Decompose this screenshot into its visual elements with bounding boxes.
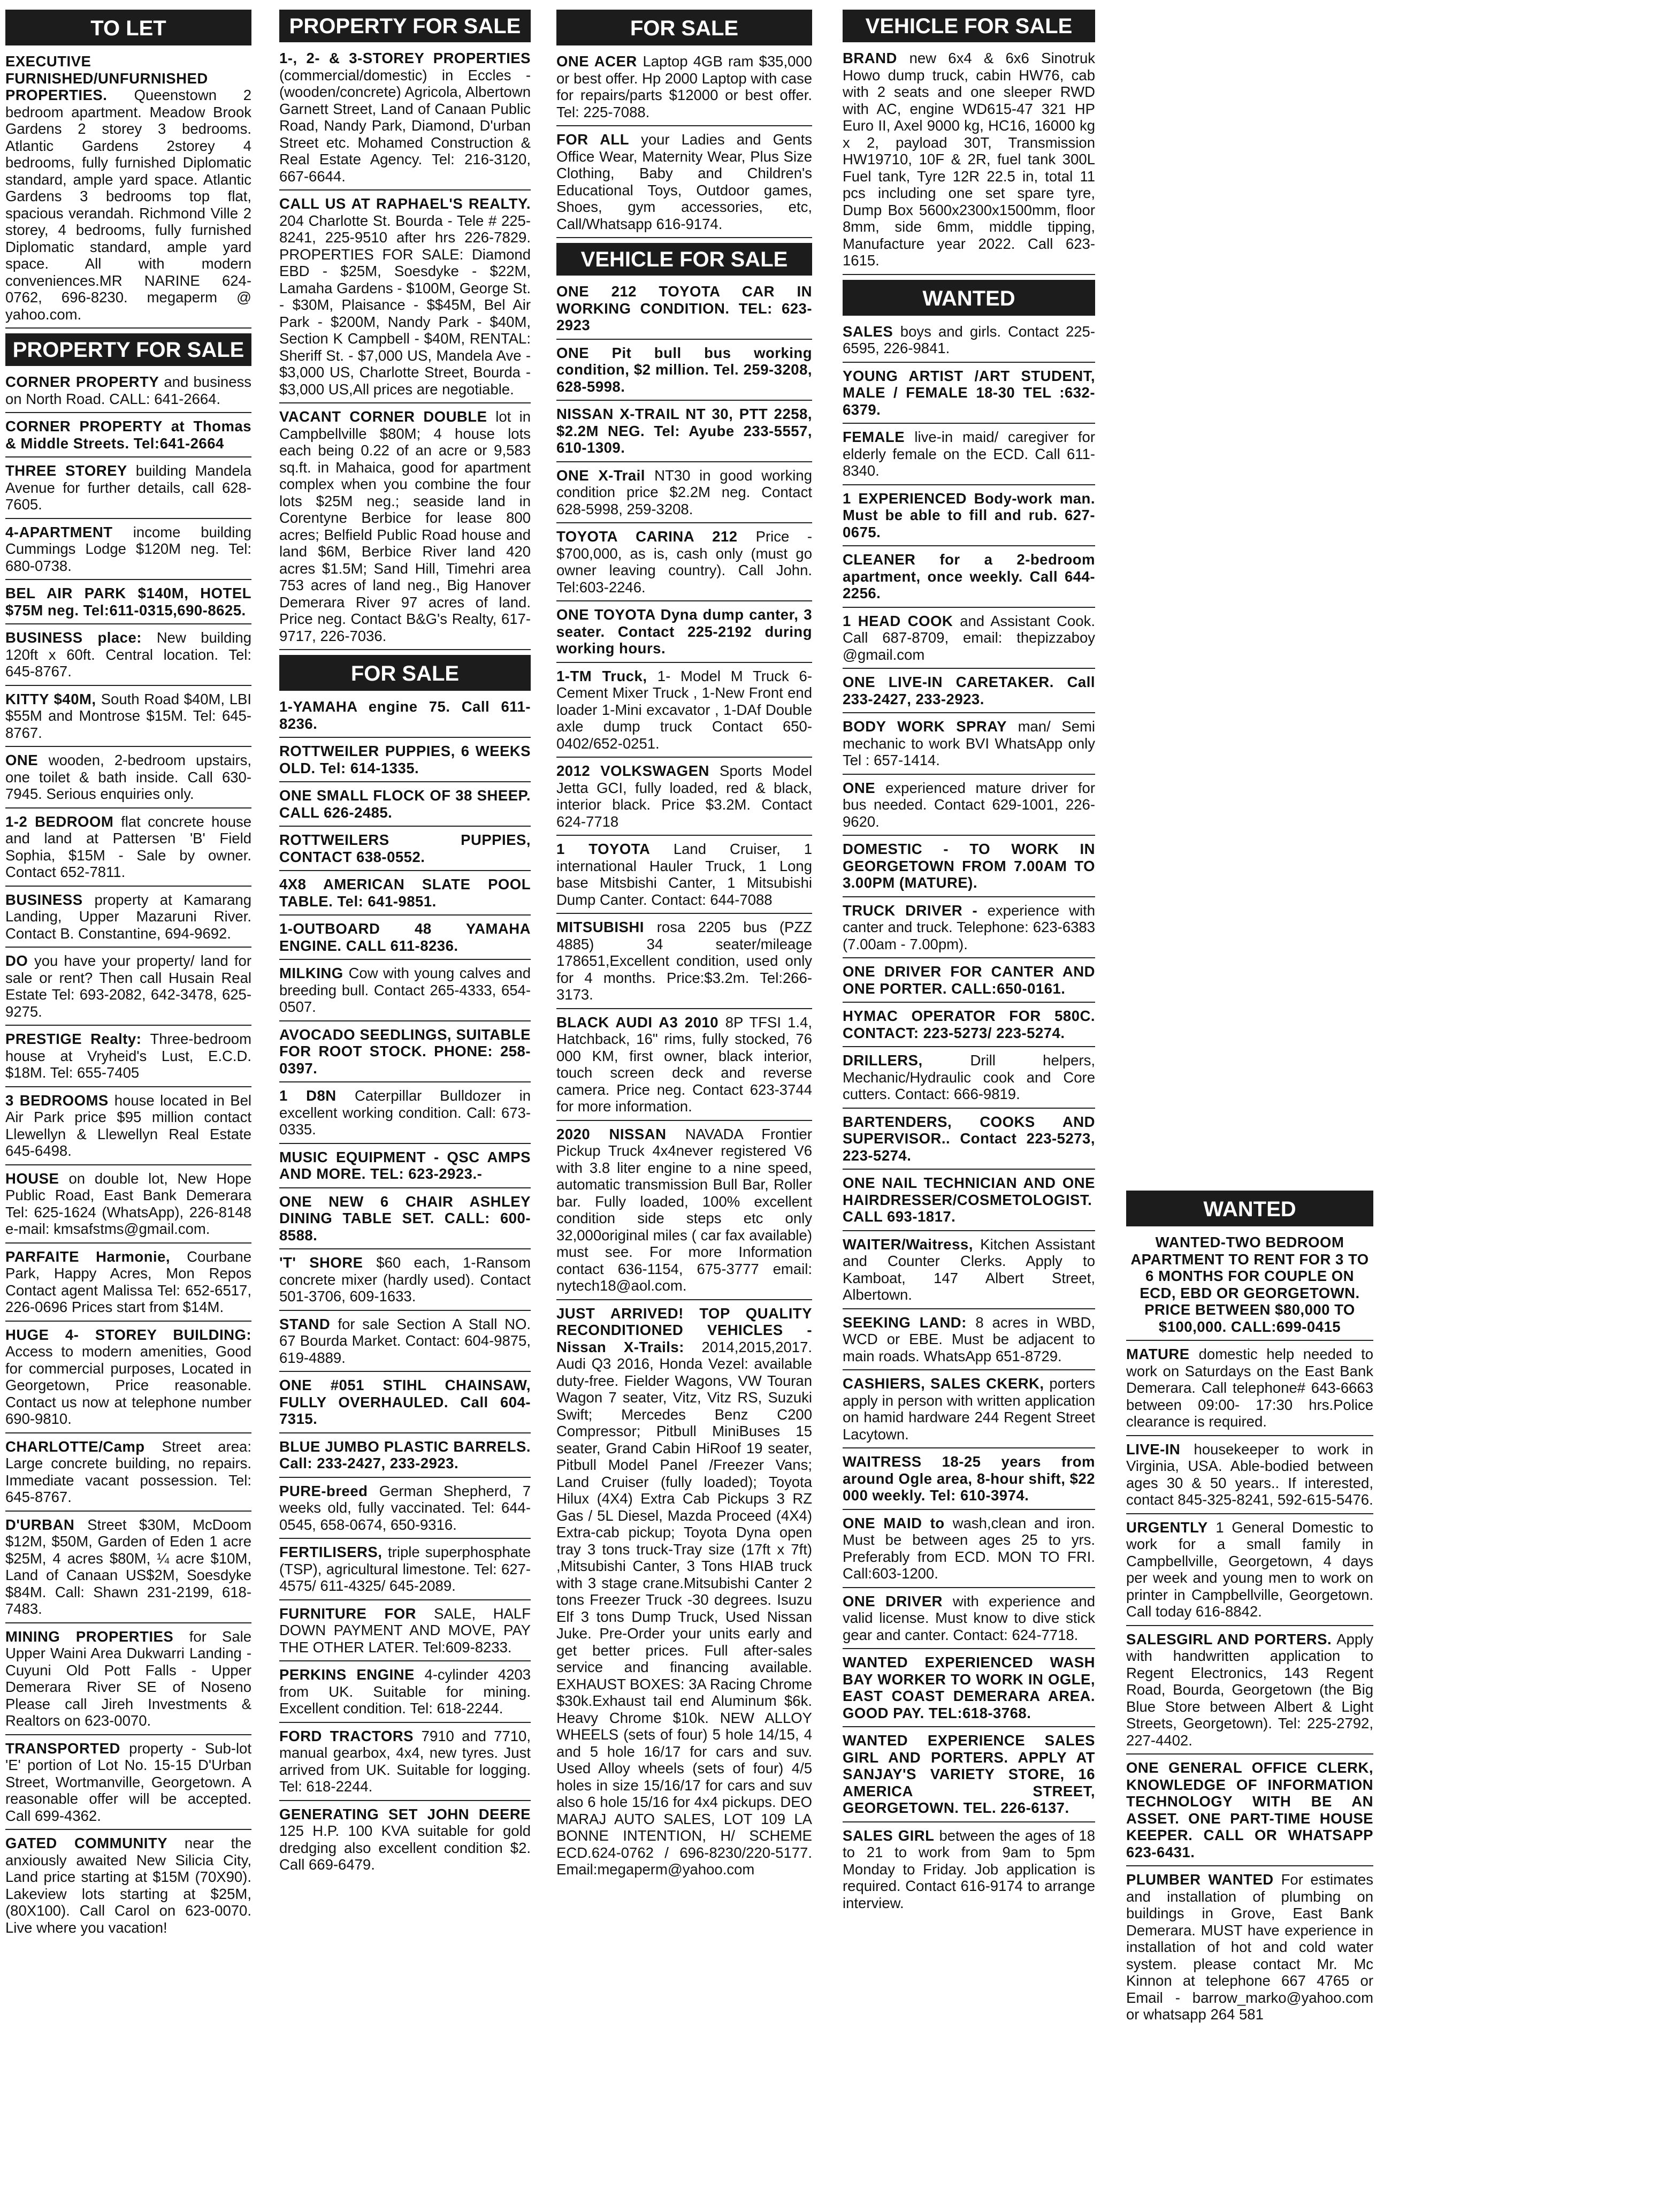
classified-ad (279, 1254, 531, 1311)
ad-lead: FEMALE (843, 429, 905, 445)
ad-body: man/ Semi mechanic to work BVI WhatsApp only Tel : 657-1414. (843, 718, 1095, 768)
classified-ad (1126, 1759, 1373, 1866)
classified-ad (279, 743, 531, 782)
ad-lead: DOMESTIC - TO WORK IN GEORGETOWN FROM 7.00AM TO 3.00PM (MATURE). (843, 841, 1095, 891)
classified-ad (843, 902, 1095, 959)
ad-body: $60 each, 1-Ransom concrete mixer (hardly used). Contact 501-3706, 609-1633. (279, 1254, 531, 1305)
ad-lead: CASHIERS, SALES CKERK, (843, 1375, 1044, 1392)
classified-ad (5, 1326, 251, 1433)
ad-lead: PRESTIGE Realty: (5, 1031, 142, 1047)
ad-lead: ONE NAIL TECHNICIAN AND ONE HAIRDRESSER/COSMETOLOGIST. CALL 693-1817. (843, 1174, 1095, 1225)
ad-body: porters apply in person with written application on hamid hardware 244 Regent Street Lacytown. (843, 1375, 1095, 1443)
ad-lead: BARTENDERS, COOKS AND SUPERVISOR.. Contact 223-5273, 223-5274. (843, 1113, 1095, 1164)
ad-lead: D'URBAN (5, 1516, 75, 1533)
classified-ad (1126, 1631, 1373, 1755)
ad-lead: GENERATING SET JOHN DEERE (279, 1805, 531, 1822)
ad-body: 4-cylinder 4203 from UK. Suitable for mining. Excellent condition. Tel: 618-2244. (279, 1666, 531, 1717)
ad-lead: THREE STOREY (5, 462, 127, 479)
classified-ad (279, 1544, 531, 1600)
ad-lead: DRILLERS, (843, 1052, 923, 1069)
classified-ad (279, 195, 531, 403)
ad-body: Queenstown 2 bedroom apartment. Meadow Brook Gardens 2 storey 3 bedrooms. Atlantic Gardens 2storey 4 bedrooms, fully furnished Diplomatic standard, ample yard space. Atlantic Gardens 3 bedrooms top flat, spacious verandah. Richmond Ville 2 storey, 4 bedrooms, fully furnished Diplomatic standard, ample yard space. All with modern conveniences.MR NARINE 624-0762, 696-8230. megaperm @ yahoo.com. (5, 87, 251, 323)
ad-lead: ONE GENERAL OFFICE CLERK, KNOWLEDGE OF INFORMATION TECHNOLOGY WITH BE AN ASSET. ONE PART-TIME HOUSE KEEPER. CALL OR WHATSAPP 623-6431. (1126, 1759, 1373, 1860)
ad-body: Kitchen Assistant and Counter Clerks. Apply to Kamboat, 147 Albert Street, Albertown. (843, 1235, 1095, 1303)
classified-ad (843, 780, 1095, 836)
ad-lead: MITSUBISHI (556, 919, 644, 935)
ad-body: Three-bedroom house at Vryheid's Lust, E.C.D. $18M. Tel: 655-7405 (5, 1031, 251, 1081)
classified-ad (843, 1375, 1095, 1448)
classified-ad (279, 876, 531, 916)
classified-ad (5, 1092, 251, 1165)
ad-lead: STAND (279, 1315, 331, 1332)
ad-body: Drill helpers, Mechanic/Hydraulic cook and Core cutters. Contact: 666-9819. (843, 1052, 1095, 1102)
classified-ad (279, 1806, 531, 1878)
ad-lead: WANTED-TWO BEDROOM APARTMENT TO RENT FOR 3 TO 6 MONTHS FOR COUPLE ON ECD, EBD OR GEORGETOWN. PRICE BETWEEN $80,000 TO $100,000. CALL:699-0415 (1130, 1234, 1369, 1335)
ad-body: Street area: Large concrete building, no repairs. Immediate vacant possession. Tel: 645-8767. (5, 1438, 251, 1505)
ad-body: NAVADA Frontier Pickup Truck 4x4never registered V6 with 3.8 liter engine to a nine speed, automatic transmission Bull Bar, Roller bar. Fully loaded, 100% excellent condition side steps etc only 32,000original miles ( car fax available) must see. For more Information contact 636-1154, 675-3777 email: nytech18@aol.com. (556, 1125, 812, 1294)
classified-ad (556, 528, 812, 601)
ad-lead: WAITER/Waitress, (843, 1235, 973, 1253)
ad-body: 7910 and 7710, manual gearbox, 4x4, new tyres. Just arrived from UK. Suitable for logging. Tel: 618-2244. (279, 1727, 531, 1795)
ad-lead: CALL US AT RAPHAEL'S REALTY. (279, 195, 531, 212)
classified-ad (843, 323, 1095, 363)
ad-lead: 1-OUTBOARD 48 YAMAHA ENGINE. CALL 611-8236. (279, 920, 531, 954)
ad-body: 8 acres in WBD, WCD or EBE. Must be adjacent to main roads. WhatsApp 651-8729. (843, 1314, 1095, 1364)
section-heading: VEHICLE FOR SALE (556, 243, 812, 276)
ad-body: domestic help needed to work on Saturdays on the East Bank Demerara. Call telephone# 643-6663 between 09:00- 17:30 hrs.Police clearance is required. (1126, 1346, 1373, 1430)
ad-body: Caterpillar Bulldozer in excellent working condition. Call: 673-0335. (279, 1087, 531, 1138)
section-heading: VEHICLE FOR SALE (843, 10, 1095, 42)
classified-ad (279, 920, 531, 960)
ad-lead: FOR ALL (556, 131, 629, 148)
ad-lead: BLACK AUDI A3 2010 (556, 1013, 719, 1031)
ad-lead: GATED COMMUNITY (5, 1835, 167, 1851)
classified-ad (279, 1438, 531, 1478)
ad-lead: ONE DRIVER FOR CANTER AND ONE PORTER. CALL:650-0161. (843, 963, 1095, 997)
ad-lead: NISSAN X-TRAIL NT 30, PTT 2258, $2.2M NEG. Tel: Ayube 233-5557, 610-1309. (556, 406, 812, 456)
ad-lead: 1-, 2- & 3-STOREY PROPERTIES (279, 50, 531, 66)
section-heading: FOR SALE (556, 10, 812, 45)
ad-body: 8P TFSI 1.4, Hatchback, 16" rims, fully stocked, 76 000 KM, first owner, black interior, touch screen deck and reverse camera. Price neg. Contact 623-3744 for more information. (556, 1013, 812, 1115)
ad-lead: WAITRESS 18-25 years from around Ogle area, 8-hour shift, $22 000 weekly. Tel: 610-3974. (843, 1453, 1095, 1504)
classified-ad (556, 1126, 812, 1300)
ad-lead: CHARLOTTE/Camp (5, 1438, 145, 1455)
classified-ad (556, 345, 812, 401)
classified-ad (5, 373, 251, 413)
ad-lead: MINING PROPERTIES (5, 1628, 174, 1645)
classified-ad (279, 1483, 531, 1539)
ad-body: and Assistant Cook. Call 687-8709, email: thepizzaboy @gmail.com (843, 612, 1095, 663)
classified-ad (279, 698, 531, 738)
classified-ad (279, 1316, 531, 1372)
ad-body: building Mandela Avenue for further details, call 628-7605. (5, 462, 251, 513)
ad-body: Sports Model Jetta GCI, fully loaded, red & black, interior black. Price $3.2M. Contact 624-7718 (556, 762, 812, 830)
section-heading: WANTED (1126, 1191, 1373, 1226)
ad-lead: ROTTWEILERS PUPPIES, CONTACT 638-0552. (279, 832, 531, 865)
ad-body: NT30 in good working condition price $2.2M neg. Contact 628-5998, 259-3208. (556, 467, 812, 517)
ad-lead: PLUMBER WANTED (1126, 1871, 1274, 1888)
ad-lead: AVOCADO SEEDLINGS, SUITABLE FOR ROOT STOCK. PHONE: 258-0397. (279, 1026, 531, 1077)
classified-ad (5, 1170, 251, 1244)
classified-ad (843, 1113, 1095, 1170)
ad-lead: WANTED EXPERIENCED WASH BAY WORKER TO WORK IN OGLE, EAST COAST DEMERARA AREA. GOOD PAY. TEL:618-3768. (843, 1654, 1095, 1721)
ad-lead: 4-APARTMENT (5, 523, 113, 540)
ad-body: property at Kamarang Landing, Upper Mazaruni River. Contact B. Constantine, 694-9692. (5, 891, 251, 942)
ad-lead: LIVE-IN (1126, 1440, 1181, 1458)
classified-ad (5, 1031, 251, 1087)
column-4 (843, 10, 1095, 2209)
ad-body: housekeeper to work in Virginia, USA. Able-bodied between ages 30 & 50 years.. If interested, contact 845-325-8241, 592-615-5476. (1126, 1440, 1373, 1508)
ad-lead: PARFAITE Harmonie, (5, 1248, 171, 1265)
ad-lead: MATURE (1126, 1346, 1190, 1362)
ad-body: lot in Campbellville $80M; 4 house lots each being 0.22 of an acre or 9,583 sq.ft. in Mahaica, good for apartment complex when you combine the four lots $25M neg.; seaside land in Corentyne Berbice for lease 800 acres; Belfield Public Road house and land $6M, Berbice River land 420 acres $1.5M; Sand Hill, Timehri area 753 acres of land neg., Big Hanover Demerara River 97 acres of land. Price neg. Contact B&G's Realty, 617-9717, 226-7036. (279, 408, 531, 644)
ad-body: experience with canter and truck. Telephone: 623-6383 (7.00am - 7.00pm). (843, 902, 1095, 952)
classified-ad (5, 891, 251, 948)
ad-lead: CORNER PROPERTY at Thomas & Middle Streets. Tel:641-2664 (5, 418, 251, 452)
classified-ad (5, 53, 251, 329)
ad-lead: ONE 212 TOYOTA CAR IN WORKING CONDITION. TEL: 623-2923 (556, 283, 812, 333)
classified-ad (1126, 1871, 1373, 2028)
section-heading: PROPERTY FOR SALE (279, 10, 531, 42)
classified-ad (279, 1087, 531, 1144)
ad-lead: ONE (5, 752, 39, 768)
ad-body: for Sale Upper Waini Area Dukwarri Landing -Cuyuni Old Pott Falls - Upper Demerara River SE of Noseno Please call Jireh Investments & Realtors on 623-0070. (5, 1628, 251, 1729)
ad-lead: 'T' SHORE (279, 1254, 363, 1271)
classified-ad (279, 1666, 531, 1723)
classified-ad (279, 1193, 531, 1250)
ad-lead: ONE NEW 6 CHAIR ASHLEY DINING TABLE SET. CALL: 600-8588. (279, 1193, 531, 1244)
classified-ad (843, 368, 1095, 424)
ad-body: Price - $700,000, as is, cash only (must go owner leaving country). Call John. Tel:603-2246. (556, 528, 812, 596)
classified-ad (5, 1438, 251, 1512)
classified-ad (843, 429, 1095, 485)
section-heading: FOR SALE (279, 655, 531, 691)
ad-body: For estimates and installation of plumbing on buildings in Grove, East Bank Demerara. MUST have experience in installation of hot and cold water system. please contact Mr. Mc Kinnon at telephone 667 4765 or Email - barrow_marko@yahoo.com or whatsapp 264 581 (1126, 1871, 1373, 2023)
classified-ad (556, 406, 812, 462)
ad-lead: 2012 VOLKSWAGEN (556, 762, 709, 779)
classified-ad (279, 787, 531, 827)
ad-lead: ONE X-Trail (556, 467, 645, 484)
classified-ad (1126, 1441, 1373, 1514)
column-5 (1126, 1191, 1373, 2207)
ad-body: wash,clean and iron. Must be between ages 25 to yrs. Preferably from ECD. MON TO FRI. Call:603-1200. (843, 1514, 1095, 1582)
classified-ad (5, 418, 251, 457)
ad-lead: URGENTLY (1126, 1519, 1208, 1536)
ad-lead: SALES GIRL (843, 1827, 934, 1844)
ad-lead: JUST ARRIVED! TOP QUALITY RECONDITIONED VEHICLES - Nissan X-Trails: (556, 1305, 812, 1355)
ad-lead: 1-TM Truck, (556, 667, 647, 684)
ad-body: New building 120ft x 60ft. Central location. Tel: 645-8767. (5, 629, 251, 680)
ad-lead: FURNITURE FOR (279, 1605, 417, 1622)
ad-body: flat concrete house and land at Pattersen 'B' Field Sophia, $15M - Sale by owner. Contact 652-7811. (5, 813, 251, 880)
ad-lead: HOUSE (5, 1170, 59, 1187)
ad-lead: ONE LIVE-IN CARETAKER. Call 233-2427, 233-2923. (843, 674, 1095, 707)
classified-ad (1126, 1234, 1373, 1341)
ad-lead: PURE-breed (279, 1482, 368, 1499)
classified-ad (279, 1728, 531, 1801)
ad-lead: EXECUTIVE FURNISHED/UNFURNISHED PROPERTIES. (5, 53, 208, 103)
classified-ad (556, 467, 812, 524)
classified-ad (556, 1014, 812, 1121)
ad-lead: PERKINS ENGINE (279, 1666, 415, 1683)
classified-ad (5, 462, 251, 519)
ad-body: for sale Section A Stall NO. 67 Bourda Market. Contact: 604-9875, 619-4889. (279, 1315, 531, 1366)
classified-ad (5, 1248, 251, 1322)
ad-lead: ROTTWEILER PUPPIES, 6 WEEKS OLD. Tel: 614-1335. (279, 743, 531, 776)
classified-ad (843, 551, 1095, 608)
classified-ad (279, 1149, 531, 1188)
ad-lead: DO (5, 952, 28, 969)
classified-ad (5, 1740, 251, 1830)
ad-lead: HYMAC OPERATOR FOR 580C. CONTACT: 223-5273/ 223-5274. (843, 1008, 1095, 1041)
ad-lead: 1 D8N (279, 1087, 337, 1104)
ad-body: 2014,2015,2017. Audi Q3 2016, Honda Vezel: available duty-free. Fielder Wagons, VW Touran Wagon 7 seater, Vitz, Vitz RS, Suzuki Swift; Mercedes Benz C200 Compressor; Pitbull MiniBuses 15 seater, Grand Cabin HiRoof 19 seater, Pitbull Model Panel /Freezer Vans; Land Cruiser (fully loaded); Toyota Hilux (4X4) Extra Cab Pickups 3 RZ Gas / 5L Diesel, Mazda Proceed (4X4) Extra-cab pickup; Toyota Dyna open tray 3 tons truck-Tray size (17ft x 7ft) ,Mitsubishi Canter, 3 Tons HIAB truck with 3 stage crane.Mitsubishi Canter 2 tons Freezer Truck -30 degrees. Isuzu Elf 3 tons Dump Truck, Used Nissan Juke. Pre-Order your units early and get better prices. Full after-sales service and financing available. EXHAUST BOXES: 3A Racing Chrome $30k.Exhaust tail end Aluminum $6k. Heavy Chrome $10k. NEW ALLOY WHEELS (sets of four) 5 hole 14/15, 4 and 5 hole 16/17 for cars and suv. Used Alloy wheels (sets of four) 4/5 holes in size 15/16/17 for cars and suv also 6 hole 15/16 for 4x4 pickups. DEO MARAJ AUTO SALES, LOT 109 LA BONNE INTENTION, H/ SCHEME ECD.624-0762 / 696-8230/220-5177. Email:megaperm@yahoo.com (556, 1338, 812, 1878)
ad-lead: ONE TOYOTA Dyna dump canter, 3 seater. Contact 225-2192 during working hours. (556, 606, 812, 657)
ad-lead: CLEANER for a 2-bedroom apartment, once weekly. Call 644-2256. (843, 551, 1095, 601)
classified-ad (843, 963, 1095, 1003)
classified-ad (279, 832, 531, 871)
ad-body: with experience and valid license. Must know to dive stick gear and canter. Contact: 624-7718. (843, 1592, 1095, 1643)
ad-lead: CORNER PROPERTY (5, 373, 159, 390)
classified-ad (843, 1008, 1095, 1047)
classified-ad (556, 606, 812, 663)
ad-lead: SALESGIRL AND PORTERS. (1126, 1630, 1332, 1647)
ad-body: Street $30M, McDoom $12M, $50M, Garden of Eden 1 acre $25M, 4 acres $80M, ¼ acre $10M, Land of Canaan US$2M, Soesdyke $84M. Call: Shawn 231-2199, 618-7483. (5, 1516, 251, 1617)
classified-ad (556, 1305, 812, 1883)
ad-lead: ONE ACER (556, 53, 637, 70)
classified-ad (843, 841, 1095, 897)
ad-lead: KITTY $40M, (5, 690, 96, 707)
ad-body: near the anxiously awaited New Silicia City, Land price starting at $15M (70X90). Lakeview lots starting at $25M, (80X100). Call Carol on 623-0070. Live where you vacation! (5, 1835, 251, 1936)
ad-body: income building Cummings Lodge $120M neg. Tel: 680-0738. (5, 523, 251, 574)
ad-lead: BLUE JUMBO PLASTIC BARRELS. Call: 233-2427, 233-2923. (279, 1438, 531, 1471)
ad-body: and business on North Road. CALL: 641-2664. (5, 373, 251, 407)
classified-ad (279, 1377, 531, 1433)
section-heading: WANTED (843, 280, 1095, 316)
ad-lead: 2020 NISSAN (556, 1125, 667, 1142)
classified-ad (5, 629, 251, 686)
ad-lead: VACANT CORNER DOUBLE (279, 408, 487, 425)
ad-lead: 4X8 AMERICAN SLATE POOL TABLE. Tel: 641-9851. (279, 876, 531, 910)
classified-ad (556, 283, 812, 340)
ad-lead: 1-YAMAHA engine 75. Call 611-8236. (279, 698, 531, 732)
ad-lead: BODY WORK SPRAY (843, 718, 1007, 735)
ad-body: Land Cruiser, 1 international Hauler Truck, 1 Long base Mitsbishi Canter, 1 Mitsubishi Dump Canter. Contact: 644-7088 (556, 841, 812, 908)
classified-ad (556, 668, 812, 758)
ad-lead: FERTILISERS, (279, 1544, 383, 1560)
classified-ad (556, 919, 812, 1009)
ad-lead: SALES (843, 323, 893, 340)
classified-ad (1126, 1346, 1373, 1436)
classified-ad (5, 752, 251, 808)
classified-ad (5, 952, 251, 1026)
classified-ad (843, 490, 1095, 547)
ad-body: boys and girls. Contact 225-6595, 226-9841. (843, 323, 1095, 356)
classified-ad (843, 1827, 1095, 1917)
ad-lead: SEEKING LAND: (843, 1314, 967, 1331)
ad-body: 1- Model M Truck 6-Cement Mixer Truck , 1-New Front end loader 1-Mini excavator , 1-DAf Double axle dump truck Contact 650-0402/652-0251. (556, 667, 812, 752)
classified-ad (843, 50, 1095, 275)
ad-lead: 1 EXPERIENCED Body-work man. Must be able to fill and rub. 627-0675. (843, 490, 1095, 540)
column-3 (556, 10, 812, 2209)
classified-ad (843, 1052, 1095, 1109)
ad-body: property - Sub-lot 'E' portion of Lot No. 15-15 D'Urban Street, Wortmanville, Georgetown. A reasonable offer will be accepted. Call 699-4362. (5, 1740, 251, 1824)
ad-body: live-in maid/ caregiver for elderly female on the ECD. Call 611-8340. (843, 429, 1095, 479)
ad-lead: MUSIC EQUIPMENT - QSC AMPS AND MORE. TEL: 623-2923.- (279, 1148, 531, 1182)
ad-lead: 1 HEAD COOK (843, 612, 953, 629)
ad-body: 204 Charlotte St. Bourda - Tele # 225-8241, 225-9510 after hrs 226-7829. PROPERTIES FOR SALE: Diamond EBD - $25M, Soesdyke - $22M, Lamaha Gardens - $100M, George St. - $30M, Plaisance - $$45M, Bel Air Park - $200M, Nandy Park - $40M, Section K Campbell - $40M, RENTAL: Sheriff St. - $7,000 US, Mandela Ave - $3,000 US, Charlotte Street, Bourda - $3,000 US,All prices are negotiable. (279, 212, 531, 398)
ad-lead: BEL AIR PARK $140M, HOTEL $75M neg. Tel:611-0315,690-8625. (5, 585, 251, 619)
ad-lead: MILKING (279, 965, 343, 981)
ad-lead: YOUNG ARTIST /ART STUDENT, MALE / FEMALE 18-30 TEL :632-6379. (843, 367, 1095, 418)
ad-body: on double lot, New Hope Public Road, East Bank Demerara Tel: 625-1624 (WhatsApp), 226-8148 e-mail: kmsafstms@gmail.com. (5, 1170, 251, 1237)
ad-lead: BUSINESS place: (5, 629, 142, 646)
ad-body: Courbane Park, Happy Acres, Mon Repos Contact agent Malissa Tel: 652-6517, 226-0696 Prices start from $14M. (5, 1248, 251, 1315)
ad-body: Laptop 4GB ram $35,000 or best offer. Hp 2000 Laptop with case for repairs/parts $12000 or best offer. Tel: 225-7088. (556, 53, 812, 120)
ad-body: house located in Bel Air Park price $95 million contact Llewellyn & Llewellyn Real Estate 645-6498. (5, 1092, 251, 1159)
ad-body: between the ages of 18 to 21 to work from 9am to 5pm Monday to Friday. Job application is required. Contact 616-9174 to arrange interview. (843, 1827, 1095, 1911)
ad-body: Cow with young calves and breeding bull. Contact 265-4333, 654-0507. (279, 965, 531, 1015)
classified-ad (279, 1026, 531, 1083)
ad-body: South Road $40M, LBI $55M and Montrose $15M. Tel: 645-8767. (5, 690, 251, 741)
ad-body: (commercial/domestic) in Eccles - (wooden/concrete) Agricola, Albertown Garnett Street, Land of Canaan Public Road, Nandy Park, Diamond, D'urban Street etc. Mohamed Construction & Real Estate Agency. Tel: 216-3120, 667-6644. (279, 66, 531, 185)
classified-ad (556, 53, 812, 126)
classified-ad (556, 841, 812, 914)
ad-body: rosa 2205 bus (PZZ 4885) 34 seater/mileage 178651,Excellent condition, used only for 4 months. Price:$3.2m. Tel:266-3173. (556, 919, 812, 1003)
ad-body: 125 H.P. 100 KVA suitable for gold dredging also excellent condition $2. Call 669-6479. (279, 1822, 531, 1873)
ad-body: SALE, HALF DOWN PAYMENT AND MOVE, PAY THE OTHER LATER. Tel:609-8233. (279, 1605, 531, 1656)
ad-body: Access to modern amenities, Good for commercial purposes, Located in Georgetown, Price reasonable. Contact us now at telephone number 690-9810. (5, 1343, 251, 1427)
ad-body: German Shepherd, 7 weeks old, fully vaccinated. Tel: 644-0545, 658-0674, 650-9316. (279, 1482, 531, 1533)
classified-ad (556, 762, 812, 836)
column-1 (5, 10, 251, 2209)
classified-ad (5, 1835, 251, 1941)
classified-ad (5, 585, 251, 624)
classified-ad (5, 524, 251, 581)
classified-ad (843, 1453, 1095, 1510)
ad-lead: 1-2 BEDROOM (5, 813, 114, 830)
classified-ad (843, 674, 1095, 713)
classified-ad (843, 613, 1095, 669)
ad-lead: BUSINESS (5, 891, 83, 908)
section-heading: TO LET (5, 10, 251, 45)
ad-body: new 6x4 & 6x6 Sinotruk Howo dump truck, cabin HW76, cab with 2 seats and one sleeper RWD with AC, engine WD615-47 321 HP Euro II, Axel 9000 kg, HC16, 16000 kg x 2, payload 30T, Transmission HW19710, 10F & 2R, fuel tank 300L Fuel tank, Tyre 12R 22.5 in, total 11 pcs including one set spare tyre, Dump Box 5600x2300x1500mm, floor 8mm, side 6mm, middle tipping, Manufacture year 2022. Call 623-1615. (843, 50, 1095, 269)
classified-ad (279, 408, 531, 650)
classified-ad (5, 1628, 251, 1735)
classified-ad (279, 1605, 531, 1662)
ad-body: 1 General Domestic to work for a small family in Campbellville, Georgetown, 4 days per week and young men to work on printer in Campbellville, Georgetown. Call today 616-8842. (1126, 1519, 1373, 1620)
classified-ad (843, 1236, 1095, 1309)
ad-lead: ONE SMALL FLOCK OF 38 SHEEP. CALL 626-2485. (279, 787, 531, 821)
ad-lead: ONE (843, 779, 876, 796)
classified-ad (843, 718, 1095, 775)
classified-ad (5, 691, 251, 747)
ad-lead: WANTED EXPERIENCE SALES GIRL AND PORTERS. APPLY AT SANJAY'S VARIETY STORE, 16 AMERICA STREET, GEORGETOWN. TEL. 226-6137. (843, 1732, 1095, 1816)
ad-body: your Ladies and Gents Office Wear, Maternity Wear, Plus Size Clothing, Baby and Children's Educational Toys, Outdoor games, Shoes, gym accessories, etc, Call/Whatsapp 616-9174. (556, 131, 812, 232)
classified-ad (843, 1314, 1095, 1371)
ad-lead: HUGE 4- STOREY BUILDING: (5, 1326, 251, 1343)
classified-ad (5, 813, 251, 887)
ad-lead: BRAND (843, 50, 897, 66)
ad-lead: ONE #051 STIHL CHAINSAW, FULLY OVERHAULED. Call 604-7315. (279, 1377, 531, 1427)
ad-body: you have your property/ land for sale or rent? Then call Husain Real Estate Tel: 693-2082, 642-3478, 625-9275. (5, 952, 251, 1020)
classified-ad (279, 965, 531, 1021)
ad-lead: 3 BEDROOMS (5, 1092, 109, 1109)
ad-lead: ONE DRIVER (843, 1592, 943, 1610)
classified-ad (843, 1515, 1095, 1588)
ad-body: triple superphosphate (TSP), agricultural limestone. Tel: 627-4575/ 611-4325/ 645-2089. (279, 1544, 531, 1594)
ad-lead: ONE Pit bull bus working condition, $2 million. Tel. 259-3208, 628-5998. (556, 344, 812, 395)
classified-ad (843, 1654, 1095, 1727)
ad-lead: TRANSPORTED (5, 1740, 120, 1757)
ad-body: Apply with handwritten application to Regent Electronics, 143 Regent Road, Bourda, Georgetown (the Big Blue Store between Albert & Light Streets, Georgetown). Tel: 225-2792, 227-4402. (1126, 1630, 1373, 1749)
ad-lead: ONE MAID to (843, 1514, 945, 1531)
classified-ad (556, 131, 812, 238)
classified-ad (843, 1593, 1095, 1650)
ad-lead: TOYOTA CARINA 212 (556, 528, 738, 545)
classified-ad (1126, 1519, 1373, 1626)
classified-ad (5, 1516, 251, 1623)
column-2 (279, 10, 531, 2209)
ad-body: experienced mature driver for bus needed. Contact 629-1001, 226-9620. (843, 779, 1095, 830)
ad-lead: FORD TRACTORS (279, 1727, 414, 1744)
section-heading: PROPERTY FOR SALE (5, 333, 251, 366)
ad-body: wooden, 2-bedroom upstairs, one toilet & bath inside. Call 630-7945. Serious enquiries only. (5, 752, 251, 802)
classified-ad (279, 50, 531, 190)
ad-lead: 1 TOYOTA (556, 841, 650, 857)
classified-ad (843, 1174, 1095, 1231)
ad-lead: TRUCK DRIVER - (843, 902, 978, 919)
classified-ad (843, 1732, 1095, 1822)
